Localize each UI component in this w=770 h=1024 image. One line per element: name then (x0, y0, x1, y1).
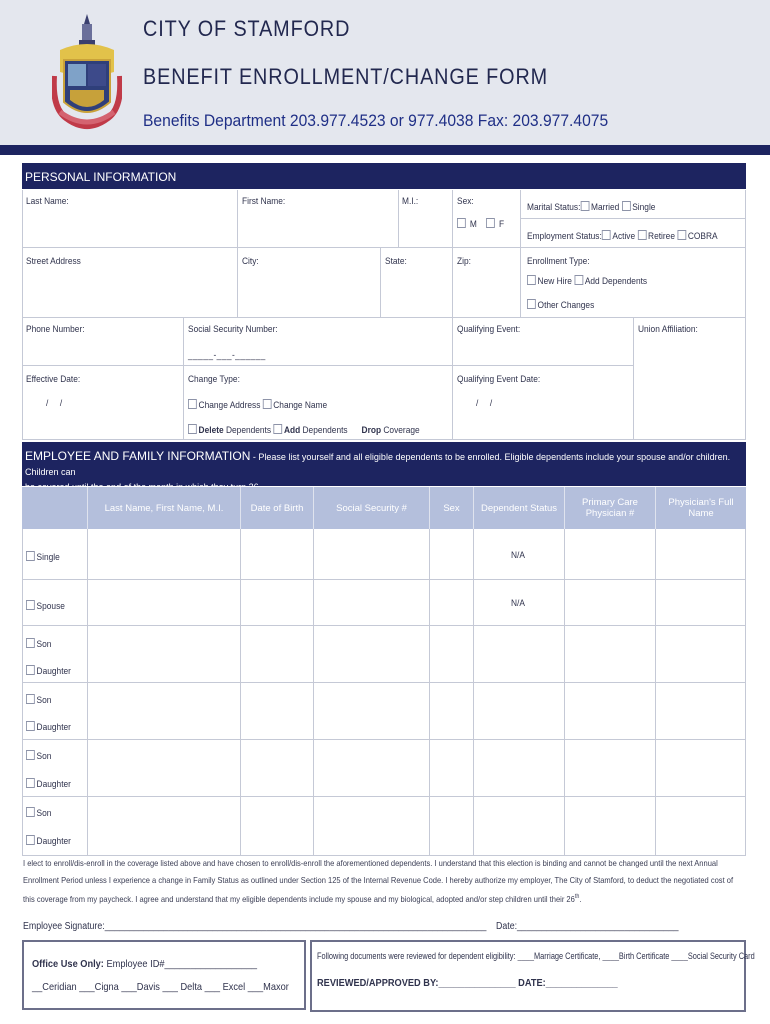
marital-status-row (527, 201, 655, 213)
delete-dependents-label: Dependents (225, 425, 272, 436)
benefits-contact: Benefits Department 203.977.4523 or 977.4038 Fax: 203.977.4075 (143, 111, 609, 130)
statement-line-1: I elect to enroll/dis-enroll in the coverage listed above and have chosen to enroll/dis-enroll the aforementioned dependents. I understand that this election is binding and cannot be changed until the next Annual (23, 858, 718, 868)
drop-bold: Drop (361, 425, 382, 436)
single-status-label: Single (632, 202, 656, 213)
family-cell[interactable] (314, 740, 430, 797)
phone-label: Phone Number: (26, 324, 85, 335)
election-statement (23, 855, 743, 908)
single-row-status: N/A (511, 550, 525, 561)
office-use-line (32, 958, 257, 970)
child-2-son (26, 694, 51, 706)
header-rule (0, 145, 770, 155)
family-cell[interactable] (565, 580, 656, 626)
family-cell[interactable] (241, 580, 314, 626)
add-dependents-label: Dependents (302, 425, 348, 436)
married-checkbox[interactable] (580, 201, 589, 211)
employee-signature-line[interactable]: Employee Signature:______________________________________________________________________________ (23, 921, 487, 932)
family-cell[interactable] (88, 529, 241, 580)
qualifying-event-date-label: Qualifying Event Date: (457, 374, 541, 385)
change-type-label: Change Type: (188, 374, 240, 385)
married-label: Married (590, 202, 620, 213)
family-cell[interactable] (241, 797, 314, 856)
family-cell[interactable] (314, 626, 430, 683)
city-label: City: (242, 256, 259, 267)
add-dependents-type-label: Add Dependents (584, 276, 648, 287)
employee-id-field[interactable]: Employee ID#__________________ (103, 958, 258, 970)
cobra-checkbox[interactable] (677, 230, 686, 240)
child-2-daughter (26, 721, 71, 733)
child-2-daughter-label: Daughter (36, 722, 71, 733)
state-label: State: (385, 256, 407, 267)
single-row-checkbox[interactable] (26, 551, 35, 561)
union-affiliation-field[interactable] (634, 318, 746, 440)
family-cell[interactable] (241, 529, 314, 580)
change-name-checkbox[interactable] (263, 399, 272, 409)
spouse-row-text: Spouse (36, 601, 65, 612)
statement-sup: th (574, 894, 580, 900)
ssn-label: Social Security Number: (188, 324, 278, 335)
family-cell[interactable] (565, 683, 656, 740)
family-cell (22, 797, 88, 856)
child-2-son-label: Son (36, 695, 52, 706)
cobra-label: COBRA (687, 231, 718, 242)
family-cell[interactable] (241, 683, 314, 740)
effective-date-label: Effective Date: (26, 374, 81, 385)
marital-status-label: Marital Status: (527, 202, 581, 213)
effective-date-blank: / / (46, 398, 63, 409)
sex-m-checkbox[interactable] (457, 218, 466, 228)
street-address-label: Street Address (26, 256, 81, 267)
employment-status-row (527, 230, 718, 242)
col-header-type (22, 487, 88, 529)
single-status-checkbox[interactable] (622, 201, 631, 211)
child-1-daughter-checkbox[interactable] (26, 665, 35, 675)
family-cell[interactable] (474, 797, 565, 856)
child-2-son-checkbox[interactable] (26, 694, 35, 704)
child-3-daughter-checkbox[interactable] (26, 778, 35, 788)
family-cell[interactable] (656, 740, 746, 797)
union-affiliation-label: Union Affiliation: (638, 324, 698, 335)
family-cell[interactable] (241, 740, 314, 797)
col-header-dob: Date of Birth (241, 487, 314, 529)
col-header-dependent-status: Dependent Status (474, 487, 565, 529)
family-cell[interactable] (314, 529, 430, 580)
col-header-pcp: Primary Care Physician # (565, 487, 656, 529)
family-cell[interactable] (656, 580, 746, 626)
change-name-label: Change Name (273, 400, 328, 411)
statement-line-3-text: this coverage from my paycheck. I agree and understand that my eligible dependents include my spouse and my biological, adopted and/or step children until their 26 (23, 893, 575, 904)
city-seal-logo (52, 10, 122, 135)
delete-dependents-checkbox[interactable] (188, 424, 197, 434)
child-3-son (26, 750, 51, 762)
enrollment-type-row2 (527, 299, 594, 311)
family-cell[interactable] (88, 797, 241, 856)
employment-status-label: Employment Status: (527, 231, 602, 242)
city-field[interactable] (238, 248, 381, 318)
statement-line-3 (23, 889, 743, 908)
family-section-title (22, 442, 746, 486)
single-row-label (26, 551, 60, 563)
form-title: BENEFIT ENROLLMENT/CHANGE FORM (143, 64, 549, 89)
family-cell[interactable] (474, 740, 565, 797)
add-bold: Add (283, 425, 301, 436)
family-cell[interactable] (88, 626, 241, 683)
family-cell[interactable] (314, 580, 430, 626)
family-cell[interactable] (430, 626, 474, 683)
carrier-options[interactable]: __Ceridian ___Cigna ___Davis ___ Delta ___ Excel ___Maxor (32, 981, 289, 993)
child-3-son-checkbox[interactable] (26, 750, 35, 760)
new-hire-label: New Hire (537, 276, 572, 287)
family-cell[interactable] (430, 797, 474, 856)
child-4-son-label: Son (36, 808, 52, 819)
personal-section-title: PERSONAL INFORMATION (22, 163, 746, 189)
child-3-daughter-label: Daughter (36, 779, 71, 790)
docs-reviewed-line[interactable]: Following documents were reviewed for dependent eligibility: ____Marriage Certificate, ____Birth Certificate ____Social Security Card (317, 951, 755, 961)
child-2-daughter-checkbox[interactable] (26, 721, 35, 731)
city-title: CITY OF STAMFORD (143, 16, 351, 41)
family-cell[interactable] (565, 797, 656, 856)
child-4-son-checkbox[interactable] (26, 807, 35, 817)
family-cell[interactable] (565, 740, 656, 797)
enrollment-type-label: Enrollment Type: (527, 256, 590, 267)
signature-date-line[interactable]: Date:_________________________________ (496, 921, 679, 932)
enrollment-type-row1 (527, 275, 647, 287)
child-1-daughter-label: Daughter (36, 666, 71, 677)
family-note-text: - Please list yourself and all eligible dependents to be enrolled. Eligible dependents include your spouse and/or children. Children can (25, 452, 731, 477)
zip-label: Zip: (457, 256, 471, 267)
col-header-physician-name: Physician's Full Name (656, 487, 746, 529)
change-type-row2 (188, 424, 420, 436)
sex-options (457, 218, 504, 230)
retiree-label: Retiree (648, 231, 675, 242)
mi-label: M.I.: (402, 196, 419, 207)
change-address-checkbox[interactable] (188, 399, 197, 409)
family-cell[interactable] (565, 626, 656, 683)
delete-bold: Delete (198, 425, 224, 436)
col-header-sex: Sex (430, 487, 474, 529)
child-3-daughter (26, 778, 71, 790)
change-type-row1 (188, 399, 327, 411)
spouse-row-checkbox[interactable] (26, 600, 35, 610)
spouse-row-status: N/A (511, 598, 525, 609)
other-changes-checkbox[interactable] (527, 299, 536, 309)
qualifying-event-label: Qualifying Event: (457, 324, 521, 335)
family-cell[interactable] (430, 740, 474, 797)
child-4-daughter-checkbox[interactable] (26, 835, 35, 845)
family-cell[interactable] (474, 683, 565, 740)
family-cell[interactable] (565, 529, 656, 580)
family-cell[interactable] (314, 797, 430, 856)
family-cell[interactable] (88, 683, 241, 740)
single-row-text: Single (36, 552, 60, 563)
sex-f-label: F (499, 219, 505, 230)
other-changes-label: Other Changes (537, 300, 595, 311)
family-cell[interactable] (656, 529, 746, 580)
family-cell[interactable] (656, 797, 746, 856)
col-header-name: Last Name, First Name, M.I. (88, 487, 241, 529)
sex-m-label: M (469, 219, 477, 230)
retiree-checkbox[interactable] (637, 230, 646, 240)
family-cell[interactable] (474, 626, 565, 683)
family-cell[interactable] (241, 626, 314, 683)
child-1-son-checkbox[interactable] (26, 638, 35, 648)
last-name-label: Last Name: (26, 196, 69, 207)
family-cell[interactable] (656, 626, 746, 683)
family-cell[interactable] (430, 683, 474, 740)
qualifying-event-date-blank: / / (476, 398, 493, 409)
child-1-son (26, 638, 51, 650)
ssn-blank: _____-___-______ (188, 350, 266, 361)
sex-f-checkbox[interactable] (486, 218, 495, 228)
office-use-box (22, 940, 306, 1010)
col-header-ssn: Social Security # (314, 487, 430, 529)
first-name-label: First Name: (242, 196, 286, 207)
add-dependents-type-checkbox[interactable] (574, 275, 583, 285)
add-dependents-checkbox[interactable] (273, 424, 282, 434)
family-cell[interactable] (656, 683, 746, 740)
family-cell[interactable] (430, 529, 474, 580)
active-checkbox[interactable] (602, 230, 611, 240)
sex-label: Sex: (457, 196, 474, 207)
office-use-bold: Office Use Only: (32, 958, 104, 970)
active-label: Active (612, 231, 636, 242)
child-1-son-label: Son (36, 639, 52, 650)
statement-end: . (579, 893, 582, 904)
child-4-son (26, 807, 51, 819)
change-address-label: Change Address (198, 400, 261, 411)
family-cell[interactable] (88, 580, 241, 626)
reviewed-approved-line[interactable]: REVIEWED/APPROVED BY:_______________ DATE:______________ (317, 977, 618, 989)
child-4-daughter (26, 835, 71, 847)
child-1-daughter (26, 665, 71, 677)
family-cell[interactable] (88, 740, 241, 797)
spouse-row-label (26, 600, 65, 612)
statement-line-2: Enrollment Period unless I experience a change in Family Status as outlined under Section 125 of the Internal Revenue Code. I hereby authorize my employer, The City of Stamford, to deduct the negotiated cost of (23, 875, 734, 885)
child-3-son-label: Son (36, 751, 52, 762)
new-hire-checkbox[interactable] (527, 275, 536, 285)
family-title-text: EMPLOYEE AND FAMILY INFORMATION (25, 449, 251, 463)
drop-coverage-label: Coverage (383, 425, 420, 436)
family-cell[interactable] (314, 683, 430, 740)
child-4-daughter-label: Daughter (36, 836, 71, 847)
family-cell[interactable] (430, 580, 474, 626)
